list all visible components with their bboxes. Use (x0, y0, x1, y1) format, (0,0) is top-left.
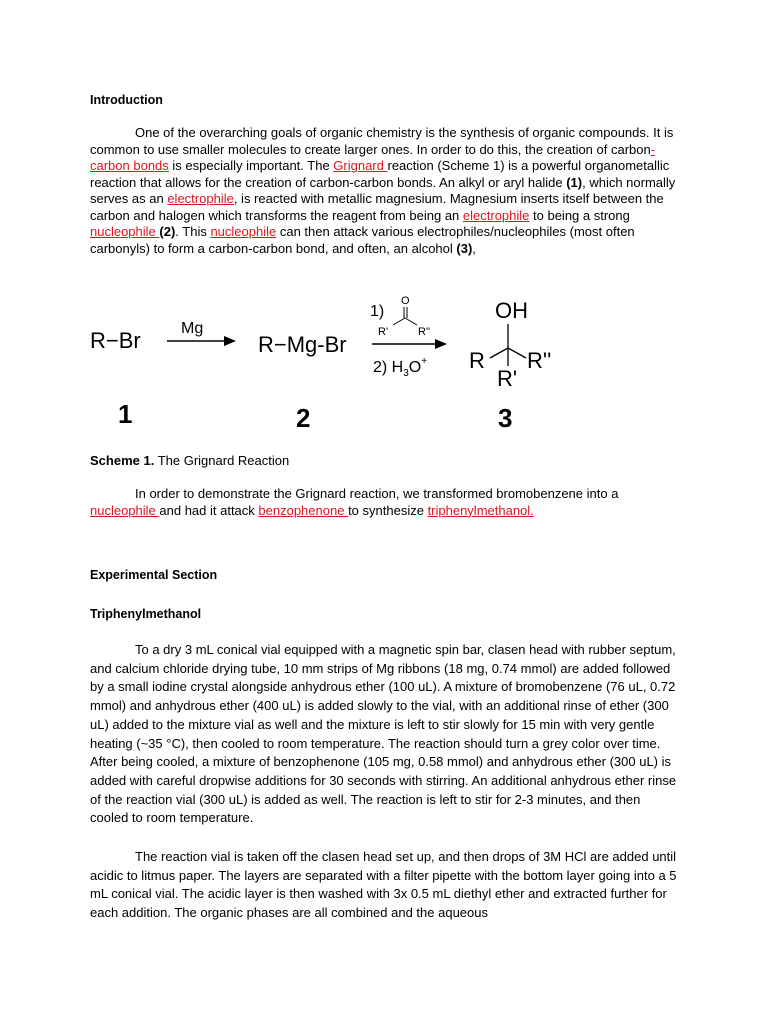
electrophile-link-1[interactable]: electrophile (167, 191, 234, 206)
carbonyl-r1: R' (378, 326, 389, 338)
experimental-p1-text: To a dry 3 mL conical vial equipped with a magnetic spin bar, clasen head with rubber septum, and calcium chloride drying tube, 10 mm strips of Mg ribbons (18 mg, 0.74 mmol) are added followed by a small iodine crystal alongside anhydrous ether (100 uL). A mixture of bromobenzene (76 uL, 0.72 mmol) and anhydrous ether (400 uL) is added slowly to the vial, with an additional rinse of ether (300 uL) added to the mixture vial as well and the mixture is left to stir slowly for 15 min with very gentle heating (~35 °C), then cooled to room temperature. The reaction should turn a grey color over time. After being cooled, a mixture of benzophenone (105 mg, 0.58 mmol) and anhydrous ether (300 uL) is added with careful dropwise additions for 30 seconds with stirring. An additional anhydrous ether rinse of the reaction vial (300 uL) is added as well. The reaction is left to stir for 2-3 minutes, and then cooled to room temperature. (90, 642, 677, 826)
nucleophile-link-1[interactable]: nucleophile (90, 224, 160, 239)
ref-1: (1) (566, 174, 583, 190)
electrophile-link-2[interactable]: electrophile (462, 207, 530, 223)
compound-number-2: 2 (296, 403, 311, 433)
intro-text-6: to being a strong (529, 207, 630, 223)
intro-text-3: reaction (Scheme 1) is a powerful organometallic reaction that allows for the creation of carbon-carbon bonds. An alkyl or aryl halide (90, 158, 670, 190)
arrow-1-head (224, 336, 236, 346)
carbonyl-r2: R'' (418, 326, 431, 338)
benzophenone-link[interactable]: benzophenone (258, 502, 349, 518)
grignard-scheme-diagram (80, 290, 680, 440)
carbonyl-right-bond (405, 318, 417, 325)
intro-text-2: is especially important. The (168, 158, 334, 173)
nucleophile-link-3[interactable]: nucleophile (90, 502, 160, 518)
triphenylmethanol-link[interactable]: triphenylmethanol. (427, 502, 534, 518)
triphenylmethanol-subheading: Triphenylmethanol (90, 607, 202, 621)
experimental-paragraph-2 (90, 848, 680, 923)
experimental-heading: Experimental Section (90, 568, 218, 582)
scheme-caption (90, 453, 680, 468)
experimental-p2-text: The reaction vial is taken off the clasen head set up, and then drops of 3M HCl are added until acidic to litmus paper. The layers are separated with a filter pipette with the bottom layer going into a 5 mL conical vial. The acidic layer is then washed with 3x 0.5 mL diethyl ether and extracted further for each addition. The organic phases are all combined and the aqueous (90, 849, 677, 921)
intro-text-5: , is reacted with metallic magnesium. Magnesium inserts itself between the carbon and halogen which transforms the reagent from being an (90, 191, 664, 223)
nucleophile-link-2[interactable]: nucleophile (210, 224, 277, 239)
compound-number-1: 1 (118, 399, 133, 429)
intro-p2-text-2: and had it attack (159, 502, 259, 518)
ref-3: (3) (456, 240, 473, 256)
step-2-subscript: 3 (403, 368, 409, 379)
product-oh: OH (495, 298, 528, 323)
intro-text-9: , (472, 240, 476, 256)
product-r: R (469, 348, 485, 373)
intro-paragraph-1 (90, 125, 680, 257)
scheme-caption-label: Scheme 1. (90, 453, 155, 468)
ref-2: (2) (159, 224, 176, 239)
grignard-reagent-label: R−Mg-Br (258, 332, 347, 357)
scheme-caption-text: The Grignard Reaction (154, 453, 290, 468)
intro-text-1: One of the overarching goals of organic chemistry is the synthesis of organic compounds. It is common to use smaller molecules to create larger ones. In order to do this, the creation of carbon (90, 125, 674, 157)
step-2-text (373, 356, 427, 379)
intro-p2-text-3: to synthesize (348, 502, 428, 518)
compound-number-3: 3 (498, 403, 513, 433)
product-r1: R' (497, 366, 518, 391)
intro-text-7: . This (175, 224, 211, 239)
grignard-link[interactable]: Grignard (333, 158, 388, 173)
intro-paragraph-2 (90, 486, 680, 519)
intro-text-4: , which normally serves as an (90, 174, 676, 206)
intro-p2-text-1: In order to demonstrate the Grignard reaction, we transformed bromobenzene into a (135, 486, 619, 501)
product-bond-left (490, 348, 508, 358)
carbonyl-oxygen: O (401, 295, 410, 307)
step-2-prefix: 2) H (373, 359, 404, 376)
intro-text-8: can then attack various electrophiles/nucleophiles (most often carbonyls) to form a carbon-carbon bond, and often, an alcohol (90, 224, 635, 256)
product-bond-right (508, 348, 526, 358)
step-2-superscript: + (421, 356, 428, 367)
carbonyl-left-bond (393, 318, 405, 325)
step-2-oxygen: O (408, 359, 422, 376)
carbon-bonds-link[interactable]: -carbon bonds (90, 141, 656, 173)
product-r2: R'' (527, 348, 552, 373)
arrow-2-head (435, 339, 447, 349)
mg-reagent-label: Mg (181, 320, 204, 337)
step-1-number: 1) (370, 303, 385, 320)
experimental-paragraph-1 (90, 641, 680, 828)
introduction-heading: Introduction (90, 93, 163, 107)
reactant-label: R−Br (90, 328, 141, 353)
